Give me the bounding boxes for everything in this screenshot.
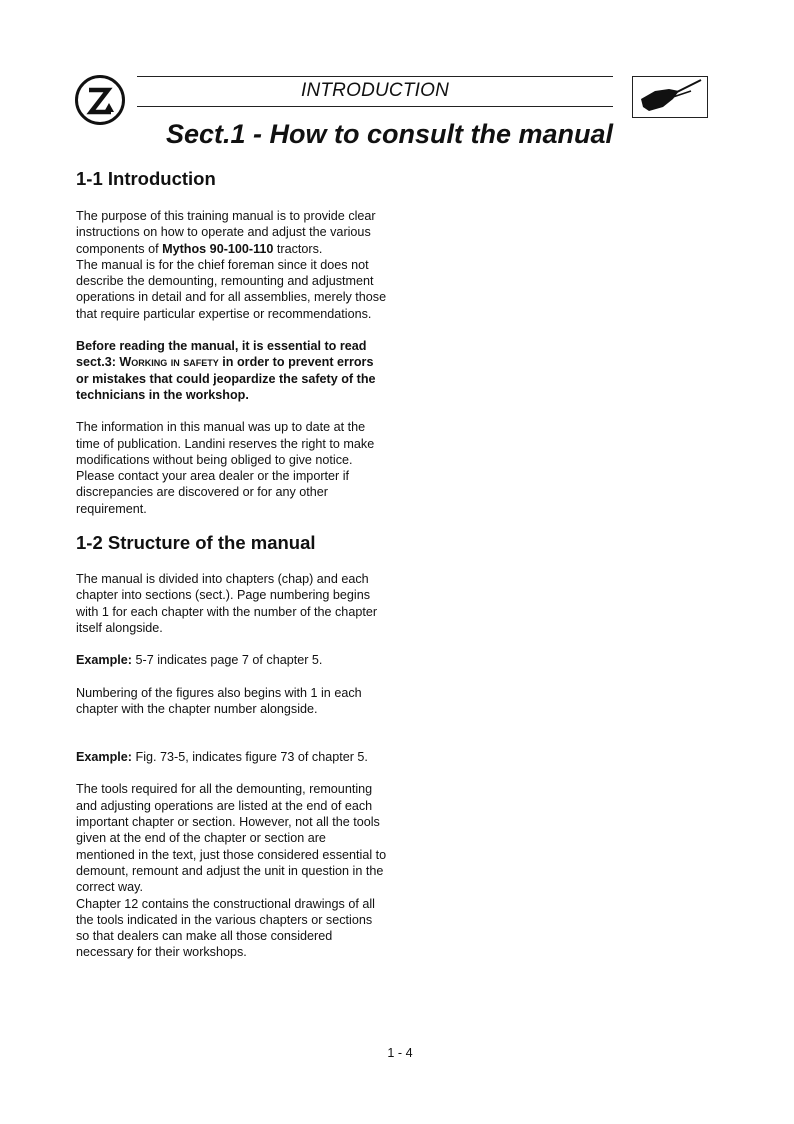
example-label: Example: [76, 750, 132, 765]
section-title: Sect.1 - How to consult the manual [165, 119, 613, 149]
example-page-numbering [76, 652, 388, 668]
example-text: 5-7 indicates page 7 of chapter 5. [132, 653, 323, 668]
intro-paragraph [76, 208, 388, 257]
example-figure-numbering [76, 749, 388, 765]
warning-text-a: Before reading the manual, it is essential to read sect.3: [76, 339, 367, 370]
tractor-model: Mythos 90-100-110 [162, 241, 274, 256]
heading-introduction: 1-1 Introduction [76, 168, 216, 189]
page-number: 1 - 4 [387, 1046, 413, 1060]
tools-paragraph: The tools required for all the demounting, remounting and adjusting operations are listed at the end of each important chapter or section. However, not all the tools given at the end of the chapter or section are mentioned in the text, just those considered essential to demount, remount and adjust the unit in question in the correct way. [76, 782, 387, 895]
header-rule-top [137, 76, 613, 77]
figures-paragraph: Numbering of the figures also begins with 1 in each chapter with the chapter number alongside. [76, 685, 362, 716]
chapter12-paragraph: Chapter 12 contains the constructional drawings of all the tools indicated in the various chapters or sections so that dealers can make all those considered necessary for their workshops. [76, 896, 375, 960]
header-rule-bottom [137, 106, 613, 107]
intro-text-b: tractors. [273, 241, 323, 256]
audience-paragraph: The manual is for the chief foreman since it does not describe the demounting, remounting and adjustment operations in detail and for all assemblies, merely those that require particular expertise or recommendations. [76, 257, 387, 321]
hand-icon-box [632, 76, 708, 118]
header-title: INTRODUCTION [300, 80, 450, 101]
example-label: Example: [76, 653, 132, 668]
safety-warning [76, 338, 388, 403]
chapters-paragraph: The manual is divided into chapters (chap) and each chapter into sections (sect.). Page numbering begins with 1 for each chapter with the number of the chapter itself alongside. [76, 572, 378, 635]
pointing-hand-icon [633, 77, 707, 117]
intro-text-a: The purpose of this training manual is to provide clear instructions on how to operate and adjust the various components of [76, 209, 376, 256]
content-column [76, 165, 388, 961]
warning-section-ref: Working in safety [119, 355, 219, 370]
warning-text-b: in order to prevent errors or mistakes that could jeopardize the safety of the technicians in the workshop. [76, 355, 376, 402]
update-paragraph: The information in this manual was up to date at the time of publication. Landini reserves the right to make modifications without being obliged to give notice. Please contact your area dealer or the importer if discrepancies are discovered or for any other requirement. [76, 420, 375, 516]
example-text: Fig. 73-5, indicates figure 73 of chapter 5. [132, 750, 368, 765]
heading-structure: 1-2 Structure of the manual [76, 532, 316, 554]
